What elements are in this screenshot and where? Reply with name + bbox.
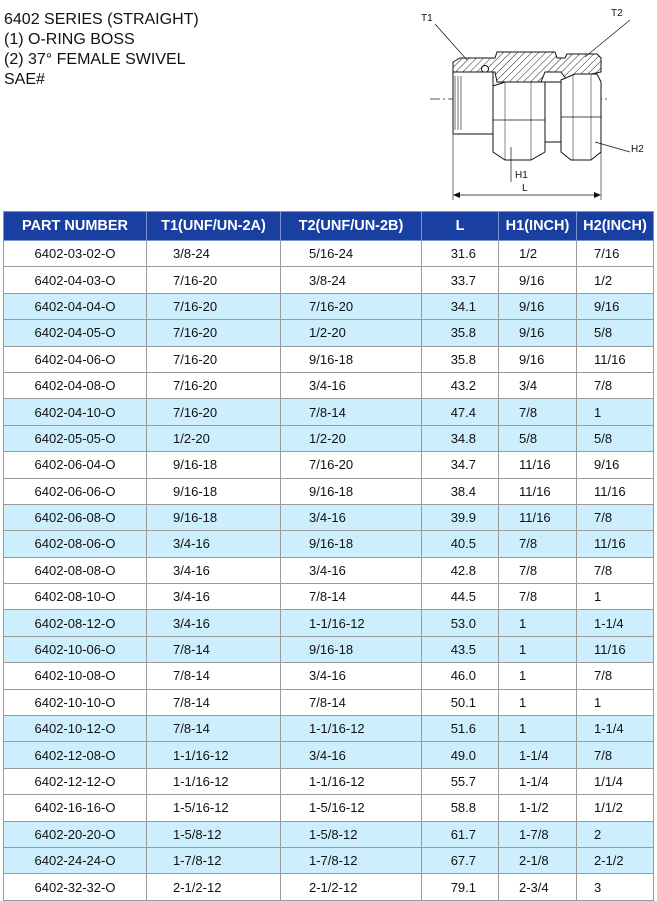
part-number-cell: 6402-10-10-O bbox=[4, 689, 147, 715]
h1-cell: 1-1/2 bbox=[499, 795, 577, 821]
h1-cell: 1-7/8 bbox=[499, 821, 577, 847]
t1-cell: 3/4-16 bbox=[147, 531, 281, 557]
l-cell: 34.7 bbox=[422, 452, 499, 478]
table-row bbox=[4, 372, 654, 398]
table-row bbox=[4, 320, 654, 346]
t1-cell: 1-7/8-12 bbox=[147, 847, 281, 873]
swivel-body bbox=[545, 82, 561, 142]
l-cell: 43.5 bbox=[422, 636, 499, 662]
t2-cell: 3/4-16 bbox=[281, 663, 422, 689]
h2-cell: 11/16 bbox=[577, 531, 654, 557]
t1-cell: 1-1/16-12 bbox=[147, 768, 281, 794]
t2-cell: 3/4-16 bbox=[281, 742, 422, 768]
l-cell: 39.9 bbox=[422, 504, 499, 530]
part-number-cell: 6402-10-08-O bbox=[4, 663, 147, 689]
part-number-cell: 6402-32-32-O bbox=[4, 874, 147, 900]
l-cell: 51.6 bbox=[422, 716, 499, 742]
h1-cell: 9/16 bbox=[499, 320, 577, 346]
l-cell: 44.5 bbox=[422, 584, 499, 610]
part-number-cell: 6402-08-08-O bbox=[4, 557, 147, 583]
t1-cell: 3/4-16 bbox=[147, 557, 281, 583]
l-cell: 67.7 bbox=[422, 847, 499, 873]
label-l: L bbox=[522, 183, 528, 194]
part-number-cell: 6402-20-20-O bbox=[4, 821, 147, 847]
table-row bbox=[4, 425, 654, 451]
l-cell: 46.0 bbox=[422, 663, 499, 689]
table-row bbox=[4, 742, 654, 768]
t2-cell: 1-5/16-12 bbox=[281, 795, 422, 821]
col-t2: T2(UNF/UN-2B) bbox=[281, 212, 422, 241]
table-row bbox=[4, 821, 654, 847]
h2-cell: 7/8 bbox=[577, 663, 654, 689]
table-row bbox=[4, 689, 654, 715]
h1-cell: 3/4 bbox=[499, 372, 577, 398]
h2-cell: 5/8 bbox=[577, 320, 654, 346]
part-number-cell: 6402-06-08-O bbox=[4, 504, 147, 530]
l-cell: 40.5 bbox=[422, 531, 499, 557]
t1-cell: 7/16-20 bbox=[147, 372, 281, 398]
table-row bbox=[4, 504, 654, 530]
t2-cell: 9/16-18 bbox=[281, 636, 422, 662]
spec-table bbox=[3, 211, 654, 901]
sae-label: SAE# bbox=[4, 71, 45, 88]
h2-cell: 1-1/4 bbox=[577, 610, 654, 636]
h1-cell: 1 bbox=[499, 636, 577, 662]
h2-cell: 7/16 bbox=[577, 241, 654, 267]
t2-cell: 1-7/8-12 bbox=[281, 847, 422, 873]
t2-cell: 7/8-14 bbox=[281, 584, 422, 610]
l-cell: 50.1 bbox=[422, 689, 499, 715]
t1-cell: 7/8-14 bbox=[147, 636, 281, 662]
h2-cell: 1 bbox=[577, 399, 654, 425]
h1-cell: 1 bbox=[499, 689, 577, 715]
part-number-cell: 6402-10-12-O bbox=[4, 716, 147, 742]
label-h1: H1 bbox=[515, 170, 528, 181]
part-number-cell: 6402-04-05-O bbox=[4, 320, 147, 346]
part-number-cell: 6402-04-04-O bbox=[4, 293, 147, 319]
boss-thread bbox=[453, 72, 493, 134]
h1-cell: 5/8 bbox=[499, 425, 577, 451]
t1-cell: 7/16-20 bbox=[147, 267, 281, 293]
label-h2: H2 bbox=[631, 144, 644, 155]
t2-cell: 3/4-16 bbox=[281, 504, 422, 530]
t1-cell: 2-1/2-12 bbox=[147, 874, 281, 900]
l-cell: 35.8 bbox=[422, 320, 499, 346]
end-type-2: (2) 37° FEMALE SWIVEL bbox=[4, 51, 186, 68]
h1-cell: 9/16 bbox=[499, 267, 577, 293]
l-cell: 53.0 bbox=[422, 610, 499, 636]
h1-cell: 1 bbox=[499, 663, 577, 689]
l-cell: 49.0 bbox=[422, 742, 499, 768]
t1-cell: 9/16-18 bbox=[147, 504, 281, 530]
part-number-cell: 6402-04-03-O bbox=[4, 267, 147, 293]
h2-cell: 2-1/2 bbox=[577, 847, 654, 873]
h1-cell: 1 bbox=[499, 716, 577, 742]
part-number-cell: 6402-04-08-O bbox=[4, 372, 147, 398]
part-number-cell: 6402-12-12-O bbox=[4, 768, 147, 794]
t2-cell: 7/8-14 bbox=[281, 689, 422, 715]
t1-cell: 7/16-20 bbox=[147, 399, 281, 425]
t2-cell: 9/16-18 bbox=[281, 478, 422, 504]
t2-cell: 9/16-18 bbox=[281, 346, 422, 372]
part-number-cell: 6402-06-06-O bbox=[4, 478, 147, 504]
table-row bbox=[4, 478, 654, 504]
h1-cell: 1/2 bbox=[499, 241, 577, 267]
h1-cell: 7/8 bbox=[499, 557, 577, 583]
h1-cell: 11/16 bbox=[499, 504, 577, 530]
t2-cell: 3/8-24 bbox=[281, 267, 422, 293]
part-number-cell: 6402-08-10-O bbox=[4, 584, 147, 610]
header-row bbox=[4, 212, 654, 241]
h2-cell: 1/1/4 bbox=[577, 768, 654, 794]
h2-cell: 3 bbox=[577, 874, 654, 900]
l-cell: 79.1 bbox=[422, 874, 499, 900]
h2-cell: 11/16 bbox=[577, 346, 654, 372]
h2-cell: 11/16 bbox=[577, 636, 654, 662]
label-t2: T2 bbox=[611, 8, 623, 19]
h2-cell: 1/1/2 bbox=[577, 795, 654, 821]
h1-cell: 9/16 bbox=[499, 293, 577, 319]
col-t1: T1(UNF/UN-2A) bbox=[147, 212, 281, 241]
table-row bbox=[4, 346, 654, 372]
label-t1: T1 bbox=[421, 13, 433, 24]
l-cell: 42.8 bbox=[422, 557, 499, 583]
l-cell: 33.7 bbox=[422, 267, 499, 293]
h2-cell: 9/16 bbox=[577, 293, 654, 319]
h2-cell: 7/8 bbox=[577, 504, 654, 530]
l-cell: 61.7 bbox=[422, 821, 499, 847]
t2-cell: 7/16-20 bbox=[281, 293, 422, 319]
t1-cell: 3/4-16 bbox=[147, 610, 281, 636]
part-number-cell: 6402-05-05-O bbox=[4, 425, 147, 451]
col-part-number: PART NUMBER bbox=[4, 212, 147, 241]
o-ring bbox=[482, 66, 489, 73]
h1-cell: 7/8 bbox=[499, 531, 577, 557]
h1-cell: 9/16 bbox=[499, 346, 577, 372]
h1-cell: 11/16 bbox=[499, 452, 577, 478]
t1-cell: 1-5/8-12 bbox=[147, 821, 281, 847]
l-cell: 31.6 bbox=[422, 241, 499, 267]
table-row bbox=[4, 795, 654, 821]
col-h2: H2(INCH) bbox=[577, 212, 654, 241]
h1-cell: 7/8 bbox=[499, 399, 577, 425]
t2-cell: 3/4-16 bbox=[281, 557, 422, 583]
part-number-cell: 6402-10-06-O bbox=[4, 636, 147, 662]
h1-cell: 2-1/8 bbox=[499, 847, 577, 873]
l-cell: 43.2 bbox=[422, 372, 499, 398]
h2-cell: 1 bbox=[577, 584, 654, 610]
part-number-cell: 6402-04-10-O bbox=[4, 399, 147, 425]
h2-cell: 7/8 bbox=[577, 372, 654, 398]
part-number-cell: 6402-03-02-O bbox=[4, 241, 147, 267]
h1-cell: 11/16 bbox=[499, 478, 577, 504]
h1-cell: 1 bbox=[499, 610, 577, 636]
table-row bbox=[4, 610, 654, 636]
table-row bbox=[4, 663, 654, 689]
t2-cell: 3/4-16 bbox=[281, 372, 422, 398]
h2-cell: 1-1/4 bbox=[577, 716, 654, 742]
l-cell: 34.1 bbox=[422, 293, 499, 319]
t1-cell: 1-5/16-12 bbox=[147, 795, 281, 821]
t2-cell: 1-1/16-12 bbox=[281, 716, 422, 742]
t1-cell: 7/8-14 bbox=[147, 716, 281, 742]
table-row bbox=[4, 399, 654, 425]
t1-cell: 1-1/16-12 bbox=[147, 742, 281, 768]
table-row bbox=[4, 636, 654, 662]
t1-cell: 9/16-18 bbox=[147, 478, 281, 504]
table-row bbox=[4, 847, 654, 873]
t1-cell: 9/16-18 bbox=[147, 452, 281, 478]
l-cell: 47.4 bbox=[422, 399, 499, 425]
t2-cell: 9/16-18 bbox=[281, 531, 422, 557]
table-row bbox=[4, 267, 654, 293]
part-number-cell: 6402-08-06-O bbox=[4, 531, 147, 557]
h2-cell: 9/16 bbox=[577, 452, 654, 478]
table-row bbox=[4, 531, 654, 557]
t2-cell: 7/8-14 bbox=[281, 399, 422, 425]
h2-cell: 1 bbox=[577, 689, 654, 715]
table-row bbox=[4, 293, 654, 319]
part-number-cell: 6402-08-12-O bbox=[4, 610, 147, 636]
table-row bbox=[4, 557, 654, 583]
fitting-drawing bbox=[405, 2, 655, 207]
h2-cell: 1/2 bbox=[577, 267, 654, 293]
table-row bbox=[4, 716, 654, 742]
t2-cell: 1-5/8-12 bbox=[281, 821, 422, 847]
title-block bbox=[4, 10, 199, 90]
h2-cell: 7/8 bbox=[577, 742, 654, 768]
t1-cell: 7/8-14 bbox=[147, 663, 281, 689]
t2-cell: 1-1/16-12 bbox=[281, 768, 422, 794]
t2-cell: 1/2-20 bbox=[281, 425, 422, 451]
t1-cell: 1/2-20 bbox=[147, 425, 281, 451]
h1-cell: 7/8 bbox=[499, 584, 577, 610]
t2-cell: 1/2-20 bbox=[281, 320, 422, 346]
t1-cell: 3/4-16 bbox=[147, 584, 281, 610]
t2-cell: 2-1/2-12 bbox=[281, 874, 422, 900]
t2-cell: 1-1/16-12 bbox=[281, 610, 422, 636]
t1-cell: 7/16-20 bbox=[147, 346, 281, 372]
part-number-cell: 6402-24-24-O bbox=[4, 847, 147, 873]
part-number-cell: 6402-16-16-O bbox=[4, 795, 147, 821]
l-cell: 58.8 bbox=[422, 795, 499, 821]
h2-cell: 5/8 bbox=[577, 425, 654, 451]
t2-cell: 5/16-24 bbox=[281, 241, 422, 267]
table-row bbox=[4, 452, 654, 478]
table-row bbox=[4, 584, 654, 610]
h1-cell: 1-1/4 bbox=[499, 742, 577, 768]
part-number-cell: 6402-06-04-O bbox=[4, 452, 147, 478]
l-cell: 55.7 bbox=[422, 768, 499, 794]
t1-cell: 7/8-14 bbox=[147, 689, 281, 715]
hex-h1 bbox=[493, 82, 545, 160]
t2-cell: 7/16-20 bbox=[281, 452, 422, 478]
table-row bbox=[4, 874, 654, 900]
l-cell: 38.4 bbox=[422, 478, 499, 504]
table-body bbox=[4, 241, 654, 901]
l-cell: 34.8 bbox=[422, 425, 499, 451]
h2-cell: 2 bbox=[577, 821, 654, 847]
part-number-cell: 6402-12-08-O bbox=[4, 742, 147, 768]
table-row bbox=[4, 241, 654, 267]
end-type-1: (1) O-RING BOSS bbox=[4, 31, 135, 48]
part-number-cell: 6402-04-06-O bbox=[4, 346, 147, 372]
h1-cell: 2-3/4 bbox=[499, 874, 577, 900]
h2-cell: 7/8 bbox=[577, 557, 654, 583]
h1-cell: 1-1/4 bbox=[499, 768, 577, 794]
t1-cell: 3/8-24 bbox=[147, 241, 281, 267]
t1-cell: 7/16-20 bbox=[147, 293, 281, 319]
h2-cell: 11/16 bbox=[577, 478, 654, 504]
l-cell: 35.8 bbox=[422, 346, 499, 372]
t1-cell: 7/16-20 bbox=[147, 320, 281, 346]
col-h1: H1(INCH) bbox=[499, 212, 577, 241]
table-row bbox=[4, 768, 654, 794]
series-title: 6402 SERIES (STRAIGHT) bbox=[4, 11, 199, 28]
col-l: L bbox=[422, 212, 499, 241]
